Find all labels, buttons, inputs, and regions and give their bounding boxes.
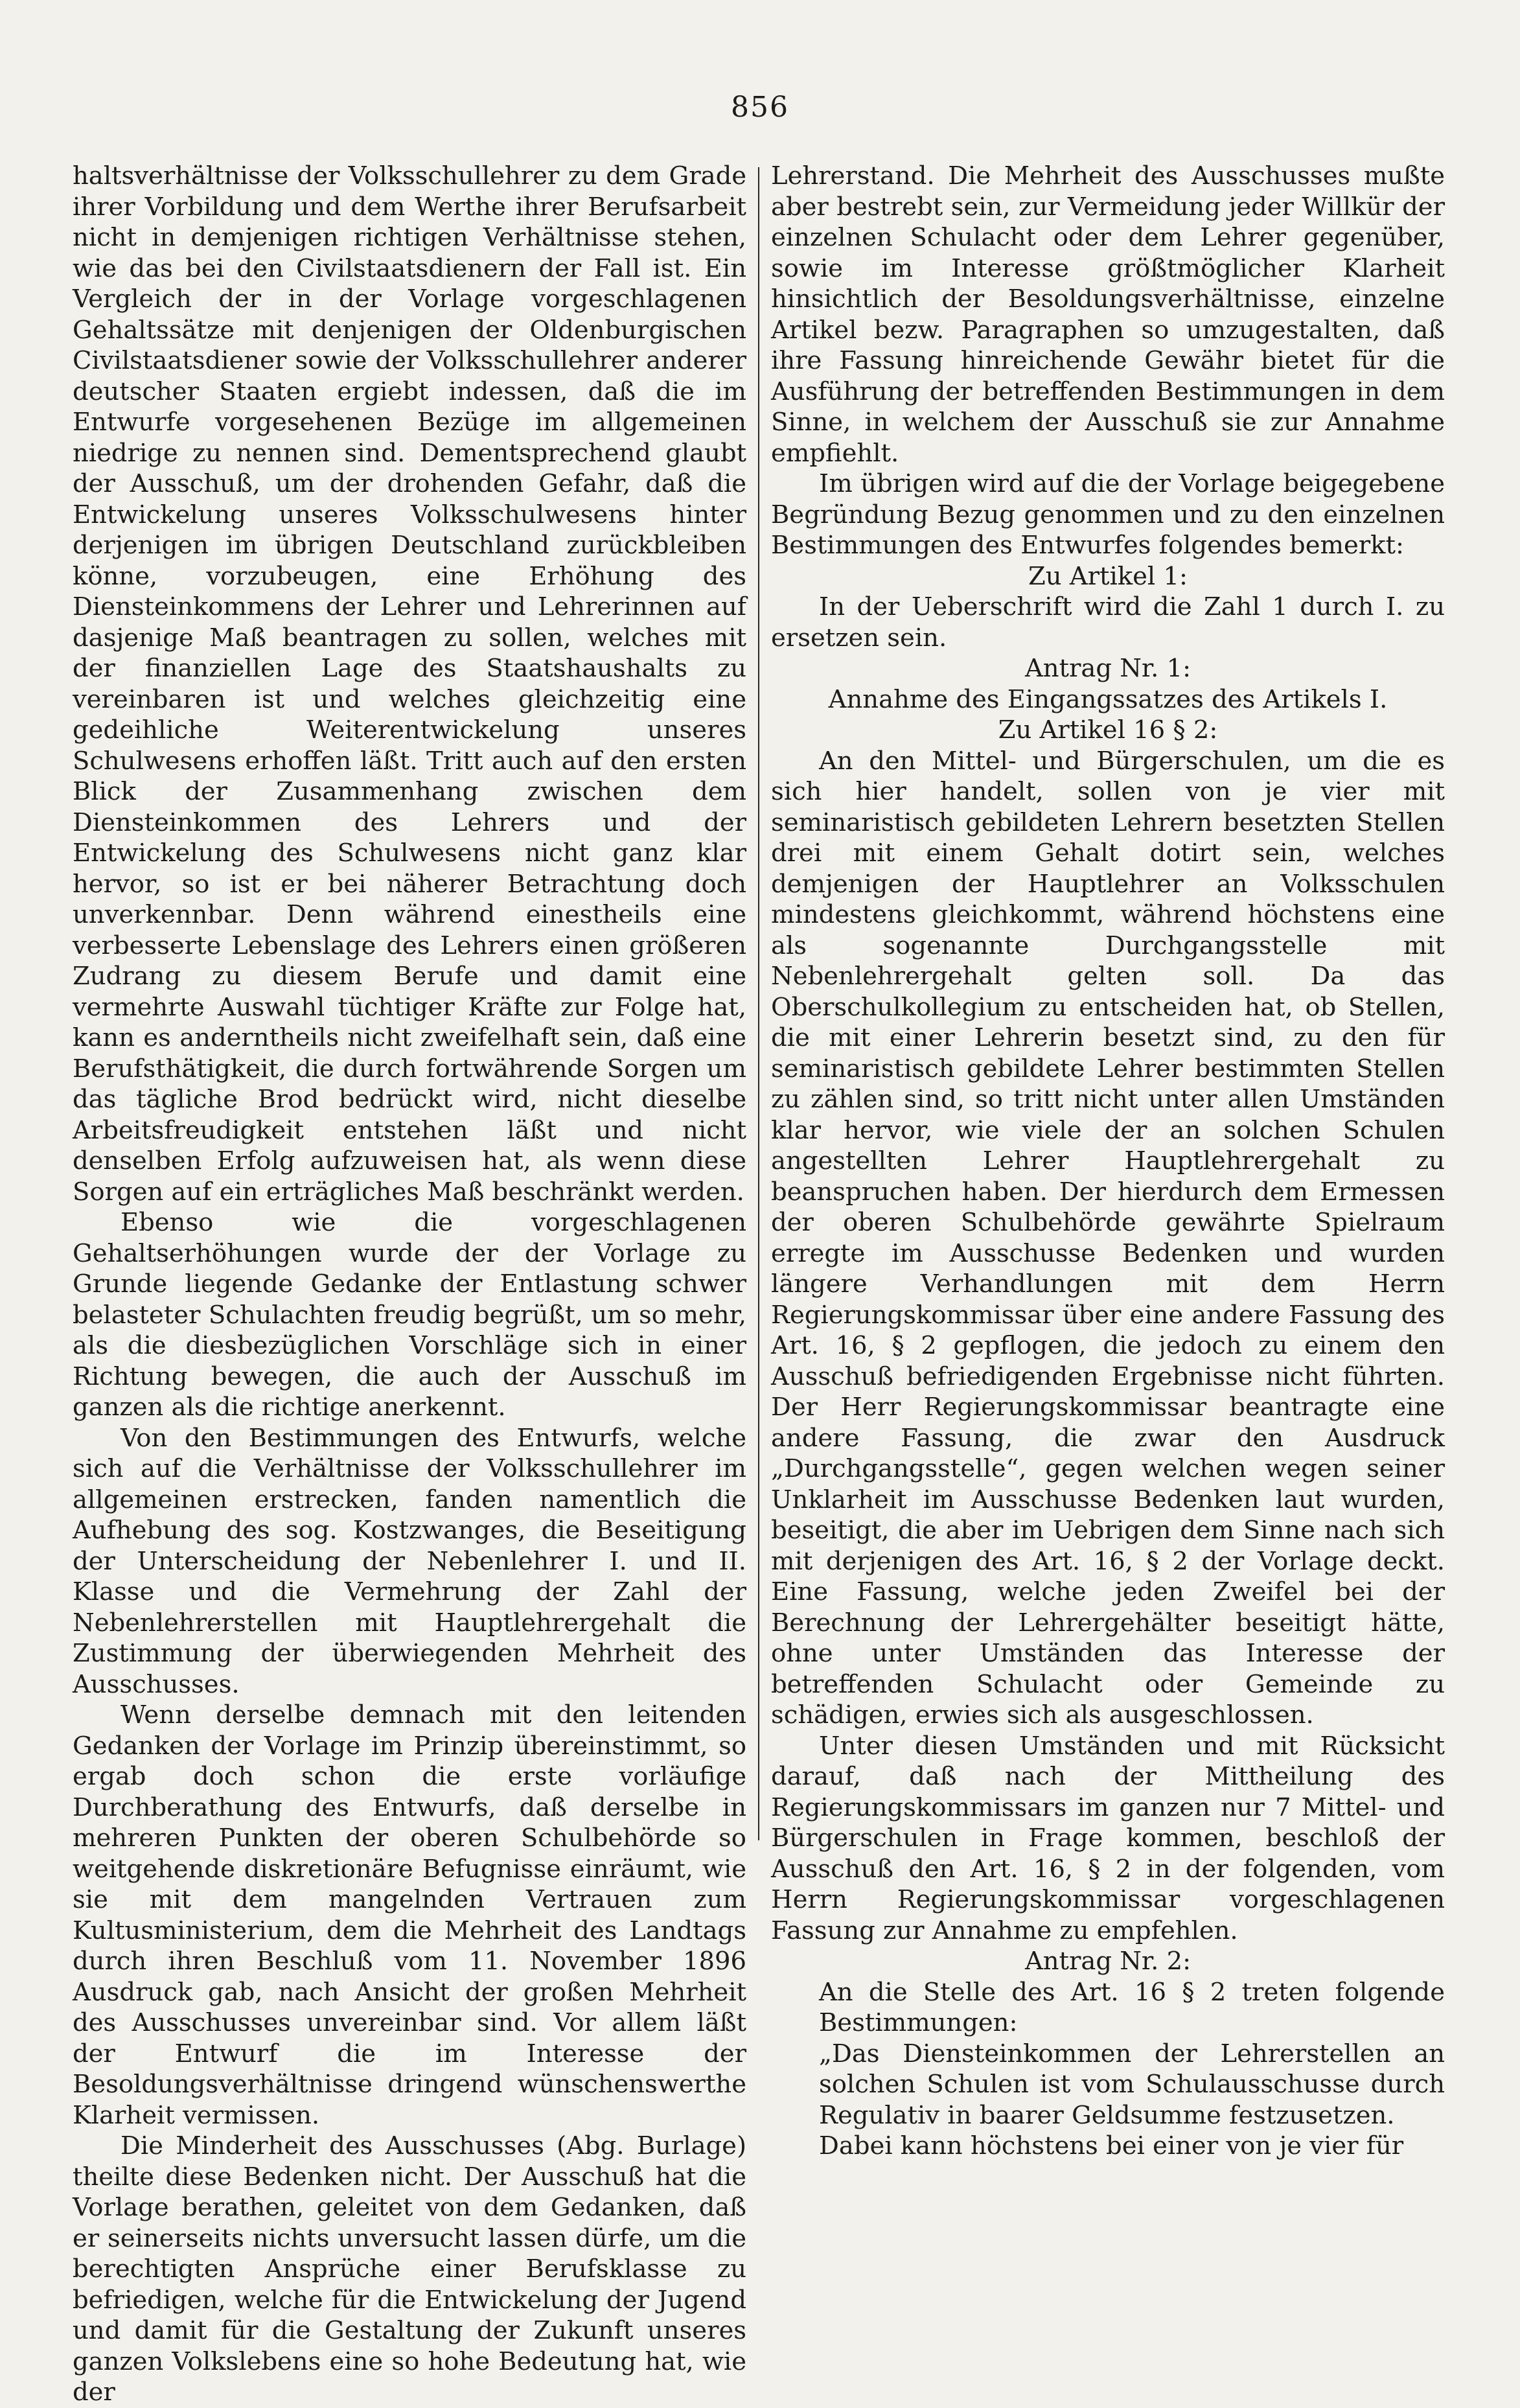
section-heading: Zu Artikel 1: bbox=[1028, 561, 1188, 591]
motion-heading: Antrag Nr. 2: bbox=[1024, 1947, 1192, 1976]
paragraph: Im übrigen wird auf die der Vorlage beigegebene Begründung Bezug genommen und zu den einzelnen Bestimmungen des Entwurfes folgendes bemerkt: bbox=[771, 469, 1445, 560]
quoted-provision: „Das Diensteinkommen der Lehrerstellen an solchen Schulen ist vom Schulausschusse durch Regulativ in baarer Geldsumme festzusetzen. bbox=[819, 2039, 1445, 2130]
motion-text: Annahme des Eingangssatzes des Artikels I. bbox=[828, 684, 1388, 714]
right-column bbox=[771, 161, 1445, 2162]
section-heading: Zu Artikel 16 § 2: bbox=[998, 715, 1218, 745]
paragraph: Ebenso wie die vorgeschlagenen Gehaltserhöhungen wurde der der Vorlage zu Grunde liegende Gedanke der Entlastung schwer belasteter Schulachten freudig begrüßt, um so mehr, als die diesbezüglichen Vorschläge sich in einer Richtung bewegen, die auch der Ausschuß im ganzen als die richtige anerkennt. bbox=[73, 1208, 746, 1422]
paragraph: Die Minderheit des Ausschusses (Abg. Burlage) theilte diese Bedenken nicht. Der Ausschuß hat die Vorlage berathen, geleitet von dem Gedanken, daß er seinerseits nichts unversucht lassen dürfe, um die berechtigten Ansprüche einer Berufsklasse zu befriedigen, welche für die Entwickelung der Jugend und damit für die Gestaltung der Zukunft unseres ganzen Volkslebens eine so hohe Bedeutung hat, wie der bbox=[73, 2131, 746, 2407]
paragraph: Lehrerstand. Die Mehrheit des Ausschusses mußte aber bestrebt sein, zur Vermeidung jeder Willkür der einzelnen Schulacht oder dem Lehrer gegenüber, sowie im Interesse größtmöglicher Klarheit hinsichtlich der Besoldungsverhältnisse, einzelne Artikel bezw. Paragraphen so umzugestalten, daß ihre Fassung hinreichende Gewähr bietet für die Ausführung der betreffenden Bestimmungen in dem Sinne, in welchem der Ausschuß sie zur Annahme empfiehlt. bbox=[771, 161, 1445, 468]
motion-heading: Antrag Nr. 1: bbox=[1024, 654, 1192, 683]
paragraph: In der Ueberschrift wird die Zahl 1 durch I. zu ersetzen sein. bbox=[771, 592, 1445, 653]
quoted-provision: Dabei kann höchstens bei einer von je vier für bbox=[819, 2131, 1404, 2160]
paragraph: Unter diesen Umständen und mit Rücksicht darauf, daß nach der Mittheilung des Regierungskommissars im ganzen nur 7 Mittel- und Bürgerschulen in Frage kommen, beschloß der Ausschuß den Art. 16, § 2 in der folgenden, vom Herrn Regierungskommissar vorgeschlagenen Fassung zur Annahme zu empfehlen. bbox=[771, 1731, 1445, 1945]
paragraph: Von den Bestimmungen des Entwurfs, welche sich auf die Verhältnisse der Volksschullehrer im allgemeinen erstrecken, fanden namentlich die Aufhebung des sog. Kostzwanges, die Beseitigung der Unterscheidung der Nebenlehrer I. und II. Klasse und die Vermehrung der Zahl der Nebenlehrerstellen mit Hauptlehrergehalt die Zustimmung der überwiegenden Mehrheit des Ausschusses. bbox=[73, 1423, 746, 1699]
paragraph: haltsverhältnisse der Volksschullehrer zu dem Grade ihrer Vorbildung und dem Werthe ihrer Berufsarbeit nicht in demjenigen richtigen Verhältnisse stehen, wie das bei den Civilstaatsdienern der Fall ist. Ein Vergleich der in der Vorlage vorgeschlagenen Gehaltssätze mit denjenigen der Oldenburgischen Civilstaatsdiener sowie der Volksschullehrer anderer deutscher Staaten ergiebt indessen, daß die im Entwurfe vorgesehenen Bezüge im allgemeinen niedrige zu nennen sind. Dementsprechend glaubt der Ausschuß, um der drohenden Gefahr, daß die Entwickelung unseres Volksschulwesens hinter derjenigen im übrigen Deutschland zurückbleiben könne, vorzubeugen, eine Erhöhung des Diensteinkommens der Lehrer und Lehrerinnen auf dasjenige Maß beantragen zu sollen, welches mit der finanziellen Lage des Staatshaushalts zu vereinbaren ist und welches gleichzeitig eine gedeihliche Weiterentwickelung unseres Schulwesens erhoffen läßt. Tritt auch auf den ersten Blick der Zusammenhang zwischen dem Diensteinkommen des Lehrers und der Entwickelung des Schulwesens nicht ganz klar hervor, so ist er bei näherer Betrachtung doch unverkennbar. Denn während einestheils eine verbesserte Lebenslage des Lehrers einen größeren Zudrang zu diesem Berufe und damit eine vermehrte Auswahl tüchtiger Kräfte zur Folge hat, kann es anderntheils nicht zweifelhaft sein, daß eine Berufsthätigkeit, die durch fortwährende Sorgen um das tägliche Brod bedrückt wird, nicht dieselbe Arbeitsfreudigkeit entstehen läßt und nicht denselben Erfolg aufzuweisen hat, als wenn diese Sorgen auf ein erträgliches Maß beschränkt werden. bbox=[73, 161, 746, 1207]
page-number: 856 bbox=[731, 91, 789, 124]
motion-text: An die Stelle des Art. 16 § 2 treten folgende Bestimmungen: bbox=[819, 1977, 1445, 2037]
paragraph: An den Mittel- und Bürgerschulen, um die es sich hier handelt, sollen von je vier mit seminaristisch gebildeten Lehrern besetzten Stellen drei mit einem Gehalt dotirt sein, welches demjenigen der Hauptlehrer an Volksschulen mindestens gleichkommt, während höchstens eine als sogenannte Durchgangsstelle mit Nebenlehrergehalt gelten soll. Da das Oberschulkollegium zu entscheiden hat, ob Stellen, die mit einer Lehrerin besetzt sind, zu den für seminaristisch gebildete Lehrer bestimmten Stellen zu zählen sind, so tritt nicht unter allen Umständen klar hervor, wie viele der an solchen Schulen angestellten Lehrer Hauptlehrergehalt zu beanspruchen haben. Der hierdurch dem Ermessen der oberen Schulbehörde gewährte Spielraum erregte im Ausschusse Bedenken und wurden längere Verhandlungen mit dem Herrn Regierungskommissar über eine andere Fassung des Art. 16, § 2 gepflogen, die jedoch zu einem den Ausschuß befriedigenden Ergebnisse nicht führten. Der Herr Regierungskommissar beantragte eine andere Fassung, die zwar den Ausdruck „Durchgangsstelle“, gegen welchen wegen seiner Unklarheit im Ausschusse Bedenken laut wurden, beseitigt, die aber im Uebrigen dem Sinne nach sich mit derjenigen des Art. 16, § 2 der Vorlage deckt. Eine Fassung, welche jeden Zweifel bei der Berechnung der Lehrergehälter beseitigt hätte, ohne unter Umständen das Interesse der betreffenden Schulacht oder Gemeinde zu schädigen, erwies sich als ausgeschlossen. bbox=[771, 746, 1445, 1730]
column-divider bbox=[758, 167, 759, 1840]
paragraph: Wenn derselbe demnach mit den leitenden Gedanken der Vorlage im Prinzip übereinstimmt, so ergab doch schon die erste vorläufige Durchberathung des Entwurfs, daß derselbe in mehreren Punkten der oberen Schulbehörde so weitgehende diskretionäre Befugnisse einräumt, wie sie mit dem mangelnden Vertrauen zum Kultusministerium, dem die Mehrheit des Landtags durch ihren Beschluß vom 11. November 1896 Ausdruck gab, nach Ansicht der großen Mehrheit des Ausschusses unvereinbar sind. Vor allem läßt der Entwurf die im Interesse der Besoldungsverhältnisse dringend wünschenswerthe Klarheit vermissen. bbox=[73, 1700, 746, 2130]
left-column bbox=[73, 161, 746, 2408]
